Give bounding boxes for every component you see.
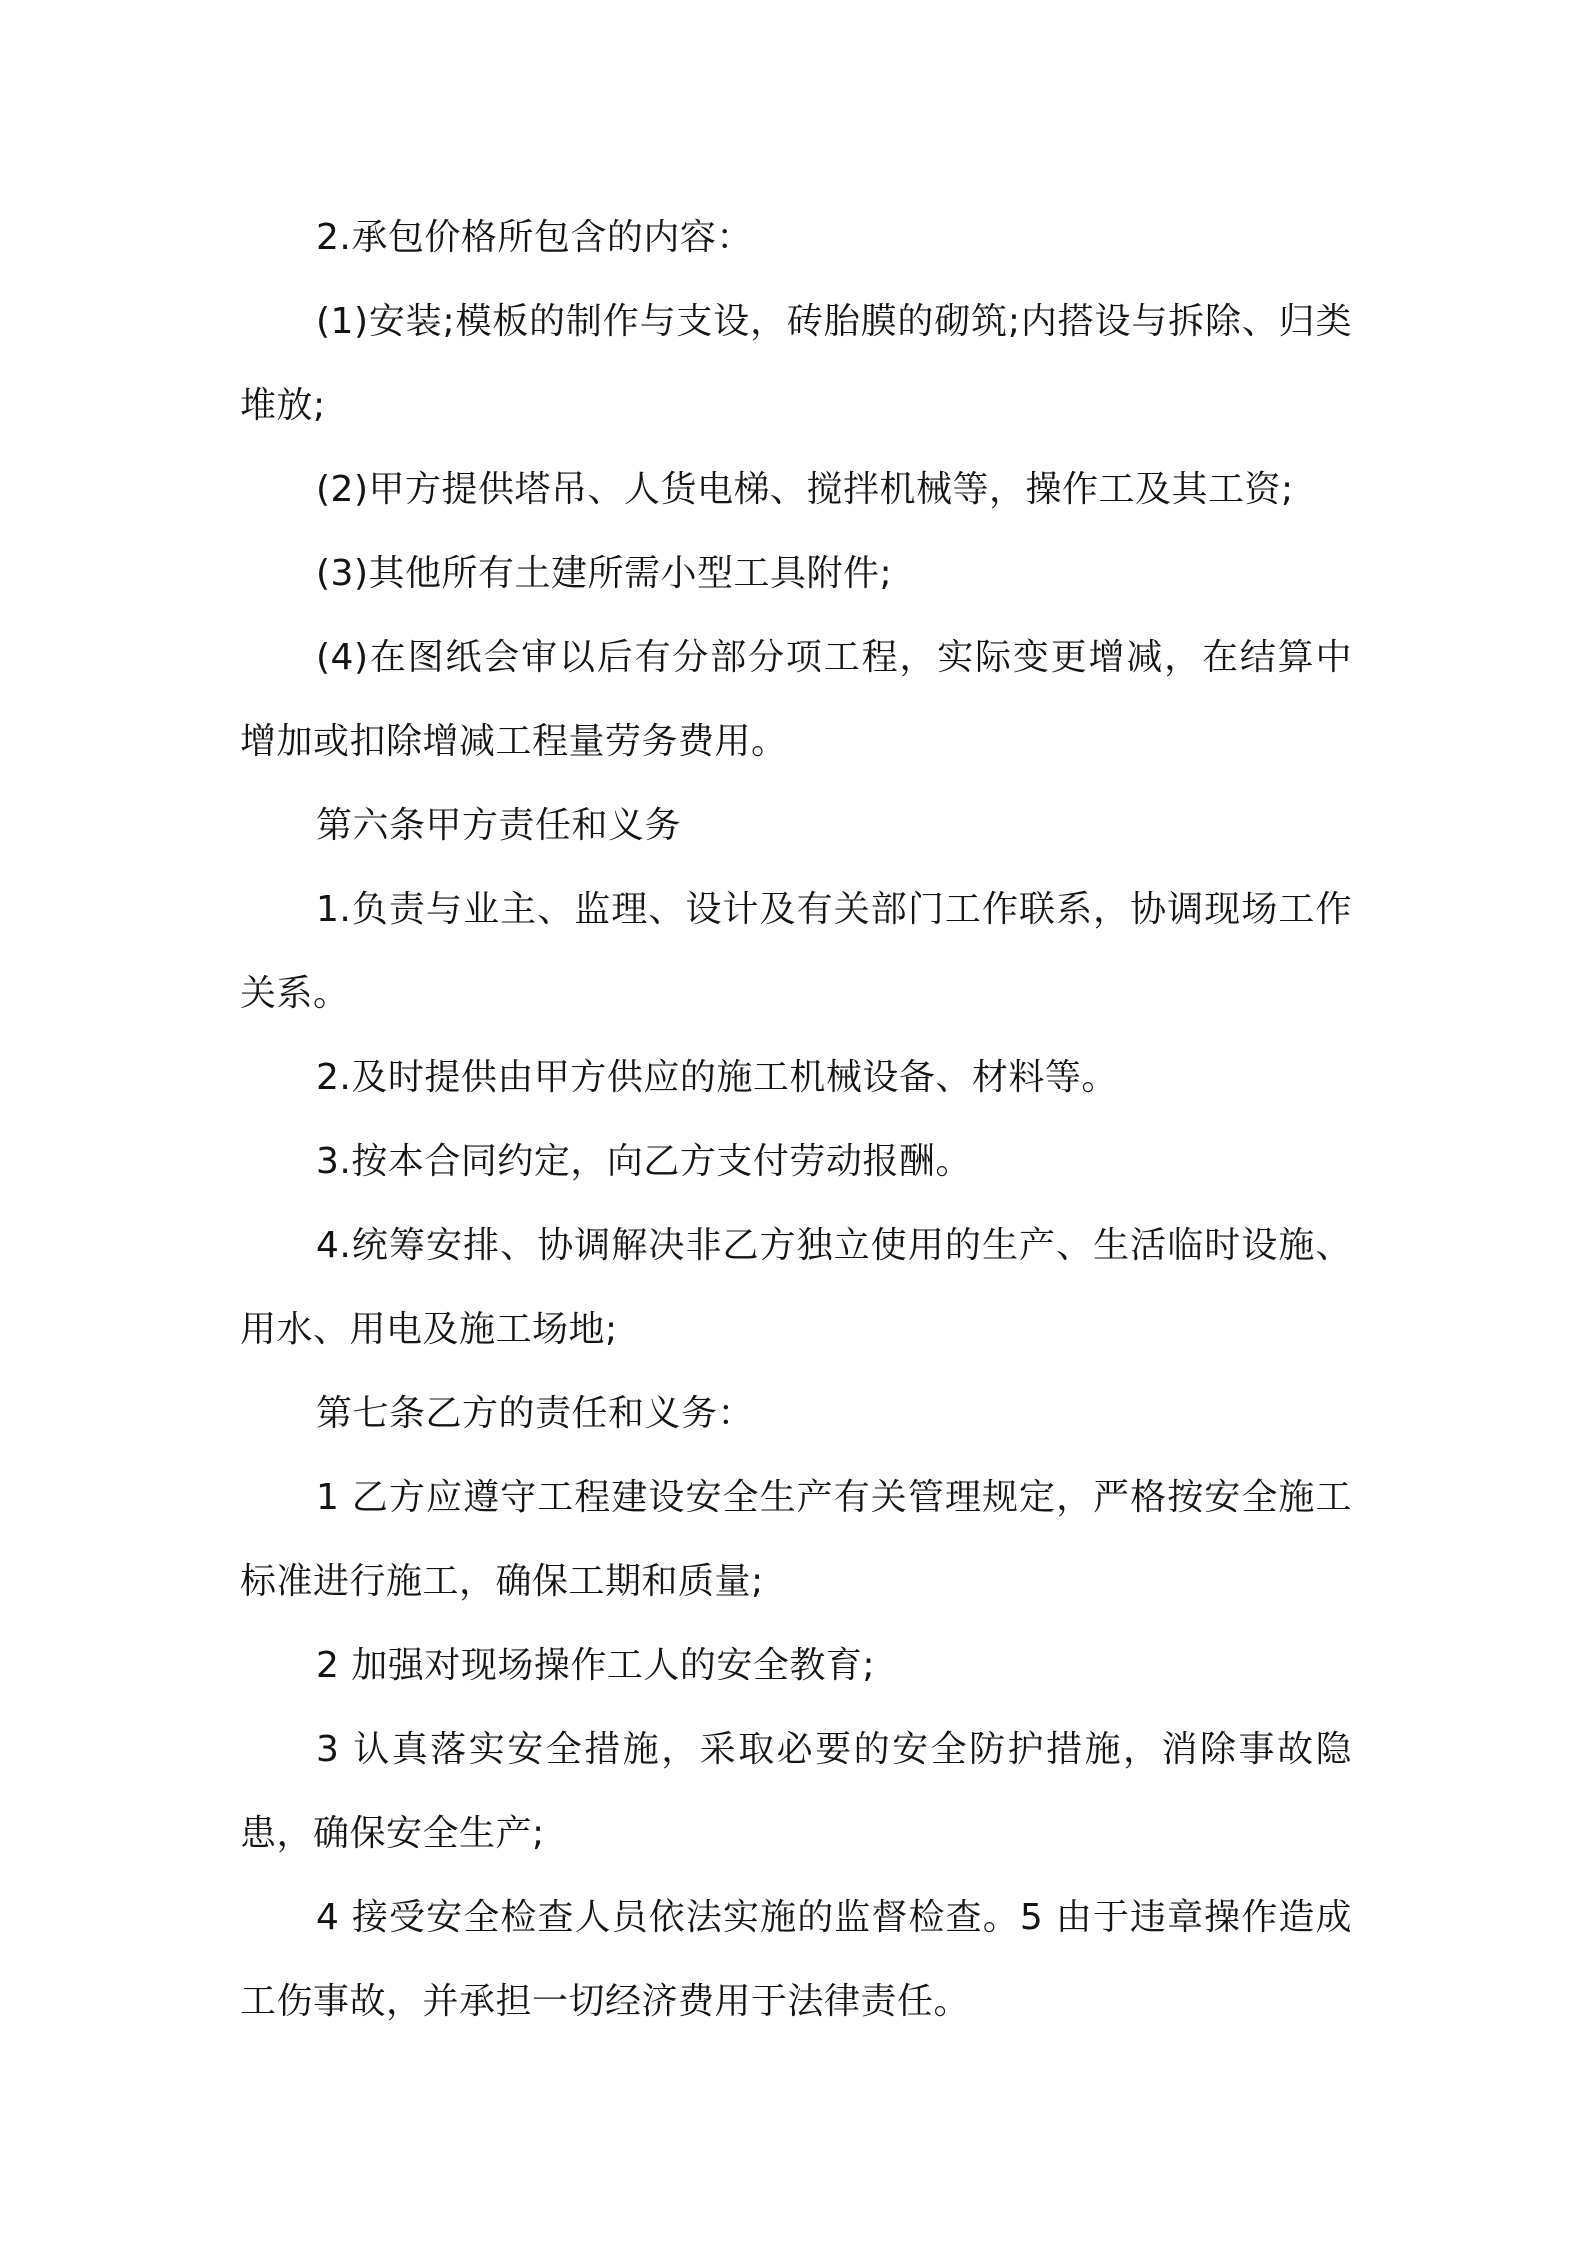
paragraph-item-2: (2)甲方提供塔吊、人货电梯、搅拌机械等，操作工及其工资;: [316, 469, 1294, 510]
paragraph-price-contents: 2.承包价格所包含的内容：: [316, 217, 753, 258]
section-heading-article-6: 第六条甲方责任和义务: [316, 805, 682, 846]
paragraph-item-1: (1)安装;模板的制作与支设，砖胎膜的砌筑;内搭设与拆除、归类堆放;: [240, 301, 1352, 426]
paragraph-item-3: (3)其他所有土建所需小型工具附件;: [316, 553, 893, 594]
paragraph-party-a-duty-4: 4.统筹安排、协调解决非乙方独立使用的生产、生活临时设施、用水、用电及施工场地;: [240, 1225, 1352, 1350]
paragraph-party-a-duty-3: 3.按本合同约定，向乙方支付劳动报酬。: [316, 1141, 972, 1182]
paragraph-party-a-duty-2: 2.及时提供由甲方供应的施工机械设备、材料等。: [316, 1057, 1118, 1098]
paragraph-party-b-duty-1: 1 乙方应遵守工程建设安全生产有关管理规定，严格按安全施工标准进行施工，确保工期和质量;: [240, 1477, 1352, 1602]
paragraph-party-b-duty-2: 2 加强对现场操作工人的安全教育;: [316, 1645, 875, 1686]
paragraph-party-b-duty-4-5: 4 接受安全检查人员依法实施的监督检查。5 由于违章操作造成工伤事故，并承担一切经济费用于法律责任。: [240, 1897, 1352, 2022]
section-heading-article-7: 第七条乙方的责任和义务：: [316, 1393, 755, 1434]
paragraph-item-4: (4)在图纸会审以后有分部分项工程，实际变更增减，在结算中增加或扣除增减工程量劳务费用。: [240, 637, 1352, 762]
paragraph-party-a-duty-1: 1.负责与业主、监理、设计及有关部门工作联系，协调现场工作关系。: [240, 889, 1352, 1014]
document-body: [240, 196, 1352, 2044]
paragraph-party-b-duty-3: 3 认真落实安全措施，采取必要的安全防护措施，消除事故隐患，确保安全生产;: [240, 1729, 1352, 1854]
